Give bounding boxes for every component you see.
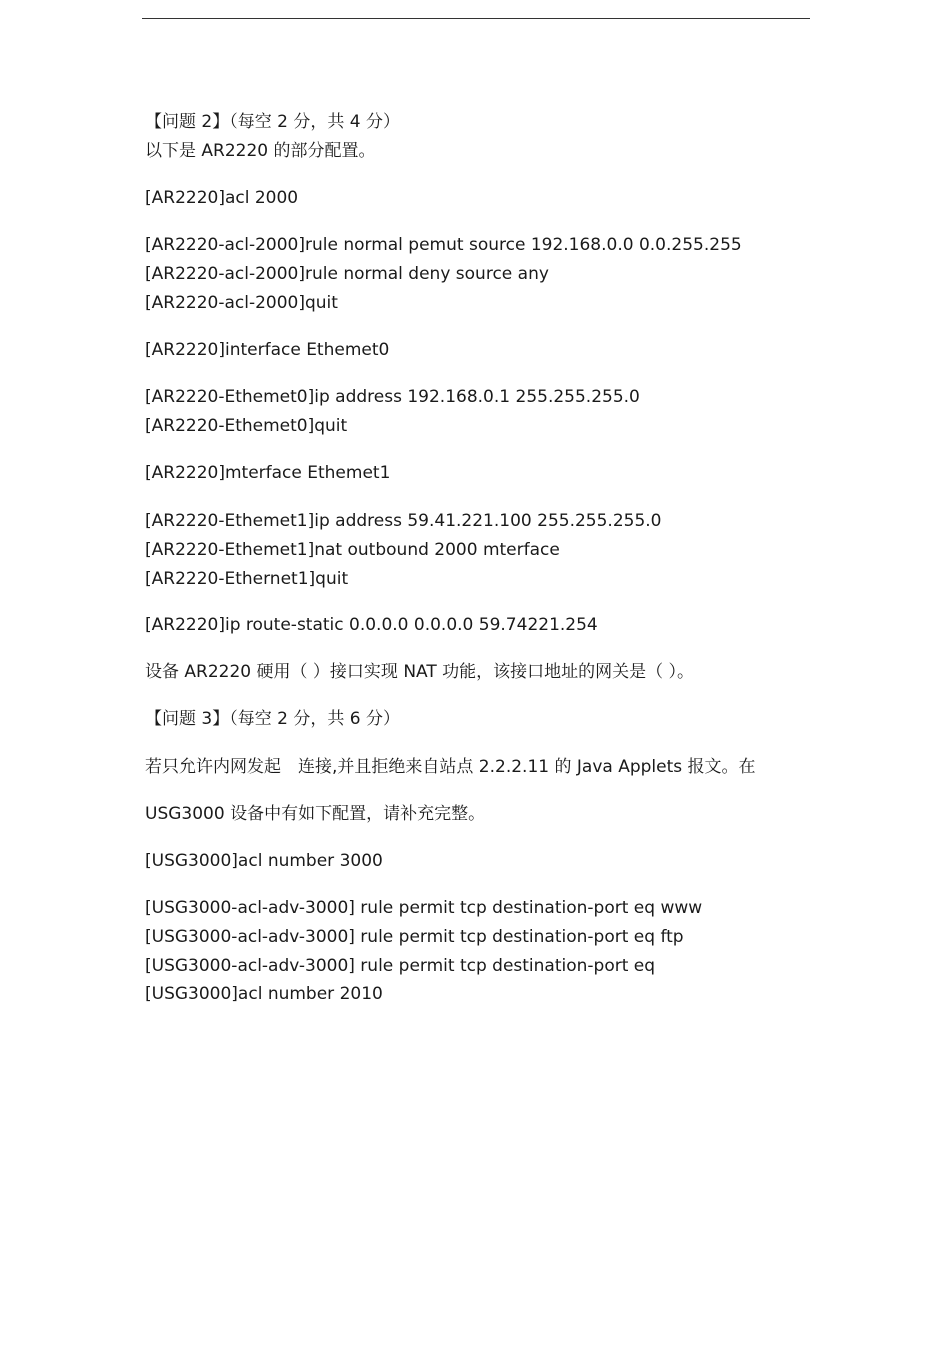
question-2-heading: 【问题 2】（每空 2 分，共 4 分） (145, 112, 400, 132)
config-line: [AR2220]interface Ethemet0 (145, 340, 390, 360)
question-text: 设备 AR2220 硬用（ ）接口实现 NAT 功能，该接口地址的网关是（ ）。 (145, 662, 695, 682)
config-line: [USG3000]acl number 2010 (145, 984, 383, 1004)
config-line: [AR2220]mterface Ethemet1 (145, 463, 391, 483)
config-line: [AR2220-Ethemet1]nat outbound 2000 mterface (145, 540, 560, 560)
question-text: USG3000 设备中有如下配置，请补充完整。 (145, 804, 486, 824)
config-line: [AR2220-Ethemet0]ip address 192.168.0.1 255.255.255.0 (145, 387, 640, 407)
intro-text: 以下是 AR2220 的部分配置。 (145, 141, 376, 161)
config-line: [USG3000-acl-adv-3000] rule permit tcp destination-port eq www (145, 898, 703, 918)
header-rule (142, 18, 810, 19)
config-line: [AR2220-acl-2000]rule normal pemut source 192.168.0.0 0.0.255.255 (145, 235, 742, 255)
config-line: [AR2220-acl-2000]rule normal deny source any (145, 264, 549, 284)
config-line: [USG3000-acl-adv-3000] rule permit tcp destination-port eq ftp (145, 927, 684, 947)
config-line: [AR2220-Ethemet1]ip address 59.41.221.100 255.255.255.0 (145, 511, 662, 531)
config-line: [AR2220]acl 2000 (145, 188, 299, 208)
question-text: 若只允许内网发起 连接,并且拒绝来自站点 2.2.2.11 的 Java Applets 报文。在 (145, 757, 756, 777)
config-line: [AR2220-Ethemet0]quit (145, 416, 348, 436)
config-line: [AR2220]ip route-static 0.0.0.0 0.0.0.0 59.74221.254 (145, 615, 598, 635)
config-line: [AR2220-acl-2000]quit (145, 293, 338, 313)
question-3-heading: 【问题 3】（每空 2 分，共 6 分） (145, 709, 400, 729)
config-line: [USG3000-acl-adv-3000] rule permit tcp destination-port eq (145, 956, 656, 976)
config-line: [USG3000]acl number 3000 (145, 851, 383, 871)
config-line: [AR2220-Ethernet1]quit (145, 569, 349, 589)
